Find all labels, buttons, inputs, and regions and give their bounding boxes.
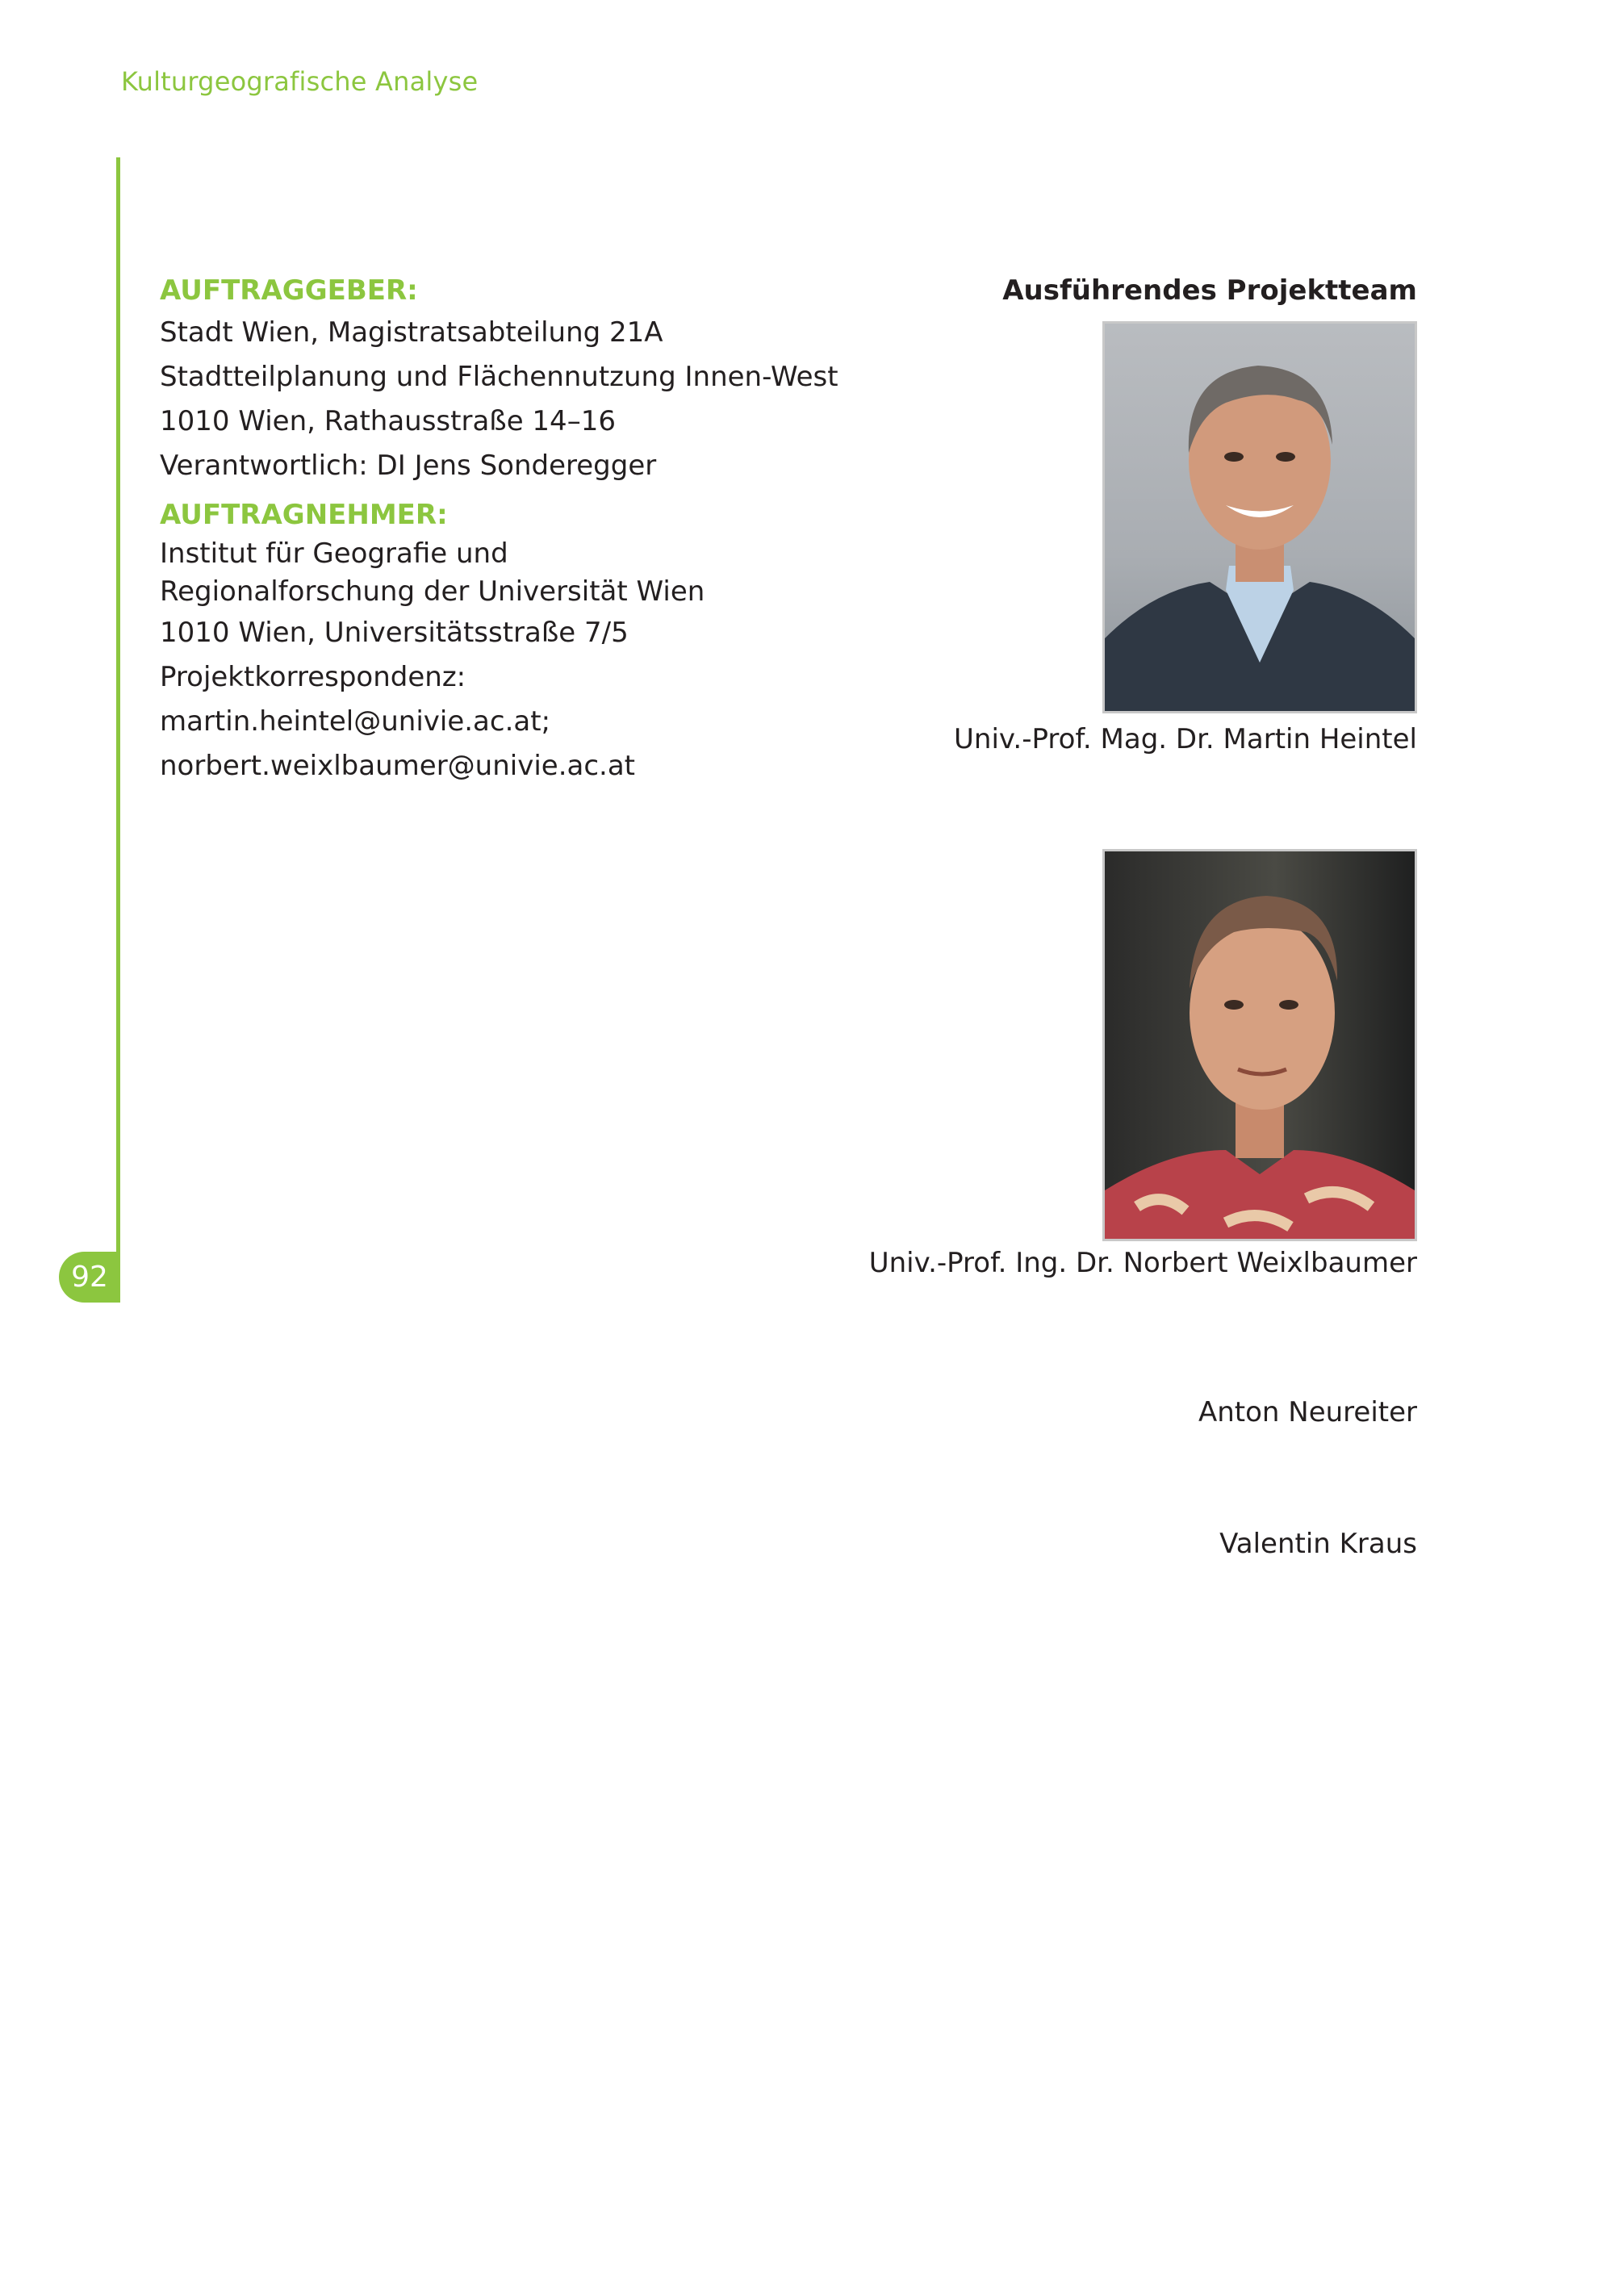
contractor-heading: AUFTRAGNEHMER: [160,499,448,531]
contact-email: martin.heintel@univie.ac.at; [160,705,551,738]
team-block [691,270,1417,311]
team-member-name: Univ.-Prof. Mag. Dr. Martin Heintel [954,723,1417,755]
margin-rule [116,157,120,1302]
contractor-line: Projektkorrespondenz: [160,661,466,693]
contractor-line: Institut für Geografie und [160,537,508,570]
contact-email: norbert.weixlbaumer@univie.ac.at [160,750,636,782]
client-line: Stadtteilplanung und Flächennutzung Innen-West [160,361,838,393]
client-heading: AUFTRAGGEBER: [160,274,418,307]
portrait-illustration [1105,851,1415,1239]
team-member-name: Univ.-Prof. Ing. Dr. Norbert Weixlbaumer [868,1247,1417,1279]
contractor-line: 1010 Wien, Universitätsstraße 7/5 [160,617,629,649]
contractor-line: Regionalforschung der Universität Wien [160,575,705,608]
team-heading: Ausführendes Projektteam [1002,274,1417,307]
client-line: Stadt Wien, Magistratsabteilung 21A [160,316,663,349]
client-line: Verantwortlich: DI Jens Sonderegger [160,450,657,482]
team-member-name: Valentin Kraus [1219,1528,1417,1560]
running-title: Kulturgeografische Analyse [121,66,479,97]
portrait-photo-heintel [1102,321,1417,713]
portrait-photo-weixlbaumer [1102,849,1417,1241]
contact-block [160,270,886,788]
team-member-name: Anton Neureiter [1198,1396,1417,1428]
page-number: 92 [59,1252,120,1303]
portrait-illustration [1105,324,1415,711]
client-line: 1010 Wien, Rathausstraße 14–16 [160,405,616,437]
